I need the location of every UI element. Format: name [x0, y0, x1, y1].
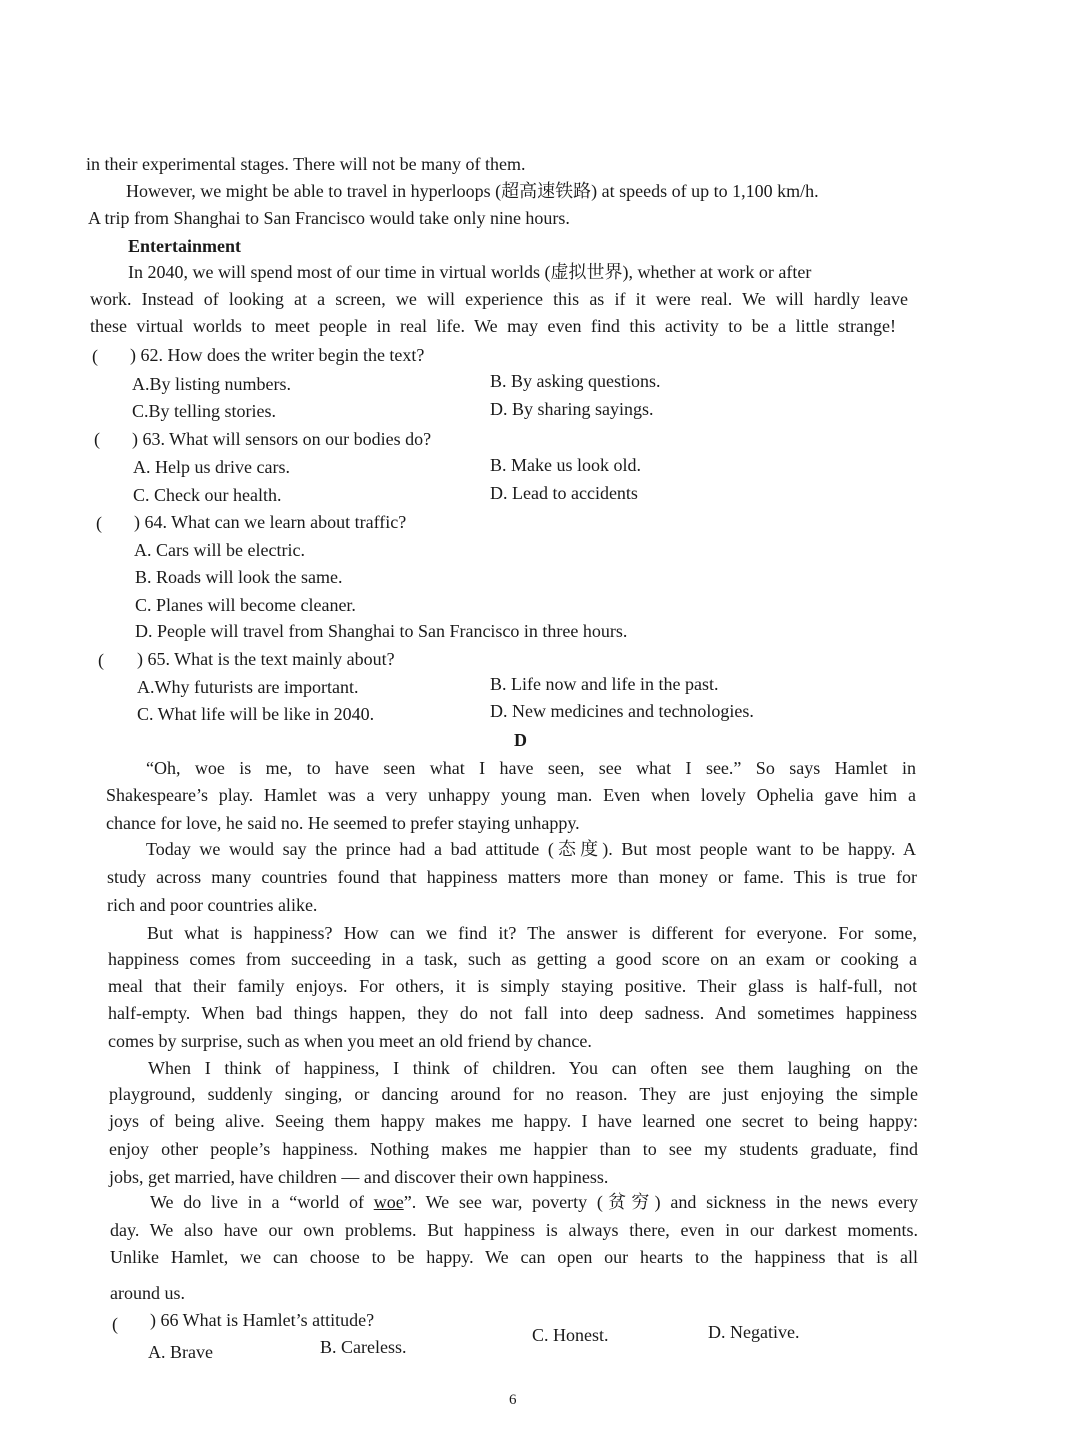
q64-option-d: D. People will travel from Shanghai to San Francisco in three hours. — [135, 621, 628, 641]
p5-line1-end: ”. We see war, poverty (贫穷) and sickness in the news every — [403, 1192, 919, 1212]
passage-d-p3-line2: happiness comes from succeeding in a task, such as getting a good score on an exam or cooking a — [108, 949, 917, 969]
question-65-stem: ) 65. What is the text mainly about? — [137, 649, 395, 669]
passage-d-p5-line2: day. We also have our own problems. But happiness is always there, even in our darkest moments. — [110, 1220, 918, 1240]
answer-blank-62[interactable]: ( — [92, 346, 98, 366]
passage-d-p3-line3: meal that their family enjoys. For others, it is simply staying positive. Their glass is half-full, not — [108, 976, 917, 996]
entertainment-line-3: these virtual worlds to meet people in real life. We may even find this activity to be a little strange! — [90, 316, 896, 336]
passage-d-p1-line3: chance for love, he said no. He seemed to prefer staying unhappy. — [106, 813, 580, 833]
answer-blank-65[interactable]: ( — [98, 650, 104, 670]
passage-d-p2-line2: study across many countries found that happiness matters more than money or fame. This is true for — [107, 867, 917, 887]
q63-option-a: A. Help us drive cars. — [133, 457, 290, 477]
q65-option-b: B. Life now and life in the past. — [490, 674, 719, 694]
question-66-stem: ) 66 What is Hamlet’s attitude? — [150, 1310, 375, 1330]
passage-d-p1-line2: Shakespeare’s play. Hamlet was a very unhappy young man. Even when lovely Ophelia gave him a — [106, 785, 916, 805]
passage-d-p4-line4: enjoy other people’s happiness. Nothing makes me happier than to see my students graduate, find — [109, 1139, 918, 1159]
passage-d-p4-line3: joys of being alive. Seeing them happy makes me happy. I have learned one secret to being happy: — [109, 1111, 918, 1131]
passage-d-p1-line1: “Oh, woe is me, to have seen what I have seen, see what I see.” So says Hamlet in — [146, 758, 916, 778]
passage-d-heading: D — [514, 730, 527, 750]
passage-d-p3-line5: comes by surprise, such as when you meet an old friend by chance. — [108, 1031, 592, 1051]
passage-d-p4-line2: playground, suddenly singing, or dancing around for no reason. They are just enjoying the simple — [109, 1084, 918, 1104]
q66-option-a: A. Brave — [148, 1342, 213, 1362]
passage-d-p5-line3: Unlike Hamlet, we can choose to be happy. We can open our hearts to the happiness that is all — [110, 1247, 918, 1267]
q64-option-a: A. Cars will be electric. — [134, 540, 305, 560]
q62-option-b: B. By asking questions. — [490, 371, 661, 391]
q65-option-c: C. What life will be like in 2040. — [137, 704, 375, 724]
answer-blank-64[interactable]: ( — [96, 513, 102, 533]
entertainment-line-1: In 2040, we will spend most of our time in virtual worlds (虚拟世界), whether at work or after — [128, 262, 812, 282]
entertainment-heading: Entertainment — [128, 236, 241, 256]
transport-continuation: in their experimental stages. There will not be many of them. — [86, 154, 526, 174]
q66-option-b: B. Careless. — [320, 1337, 407, 1357]
q66-option-d: D. Negative. — [708, 1322, 800, 1342]
q62-option-a: A.By listing numbers. — [132, 374, 292, 394]
q64-option-b: B. Roads will look the same. — [135, 567, 343, 587]
question-64-stem: ) 64. What can we learn about traffic? — [134, 512, 407, 532]
q63-option-b: B. Make us look old. — [490, 455, 641, 475]
hyperloop-line-1: However, we might be able to travel in hyperloops (超高速铁路) at speeds of up to 1,100 km/h. — [126, 181, 819, 201]
q63-option-d: D. Lead to accidents — [490, 483, 638, 503]
question-63-stem: ) 63. What will sensors on our bodies do? — [132, 429, 432, 449]
question-62-stem: ) 62. How does the writer begin the text? — [130, 345, 425, 365]
passage-d-p3-line4: half-empty. When bad things happen, they do not fall into deep sadness. And sometimes happiness — [108, 1003, 917, 1023]
q64-option-c: C. Planes will become cleaner. — [135, 595, 356, 615]
entertainment-line-2: work. Instead of looking at a screen, we will experience this as if it were real. We will hardly leave — [90, 289, 908, 309]
passage-d-p5-line1 — [150, 1191, 918, 1213]
passage-d-p2-line3: rich and poor countries alike. — [107, 895, 318, 915]
answer-blank-66[interactable]: ( — [112, 1314, 118, 1334]
passage-d-p3-line1: But what is happiness? How can we find it? The answer is different for everyone. For some, — [147, 923, 917, 943]
q62-option-d: D. By sharing sayings. — [490, 399, 654, 419]
hyperloop-line-2: A trip from Shanghai to San Francisco would take only nine hours. — [88, 208, 570, 228]
q66-option-c: C. Honest. — [532, 1325, 609, 1345]
q63-option-c: C. Check our health. — [133, 485, 282, 505]
answer-blank-63[interactable]: ( — [94, 429, 100, 449]
q65-option-a: A.Why futurists are important. — [137, 677, 359, 697]
passage-d-p4-line5: jobs, get married, have children — and discover their own happiness. — [109, 1167, 609, 1187]
passage-d-p5-line4: around us. — [110, 1283, 185, 1303]
passage-d-p4-line1: When I think of happiness, I think of children. You can often see them laughing on the — [148, 1058, 918, 1078]
q62-option-c: C.By telling stories. — [132, 401, 276, 421]
underlined-word-woe: woe — [373, 1192, 404, 1212]
page-number: 6 — [509, 1392, 517, 1408]
passage-d-p2-line1: Today we would say the prince had a bad attitude (态度). But most people want to be happy. A — [146, 839, 916, 859]
p5-line1-start: We do live in a “world of — [150, 1192, 374, 1212]
q65-option-d: D. New medicines and technologies. — [490, 701, 754, 721]
